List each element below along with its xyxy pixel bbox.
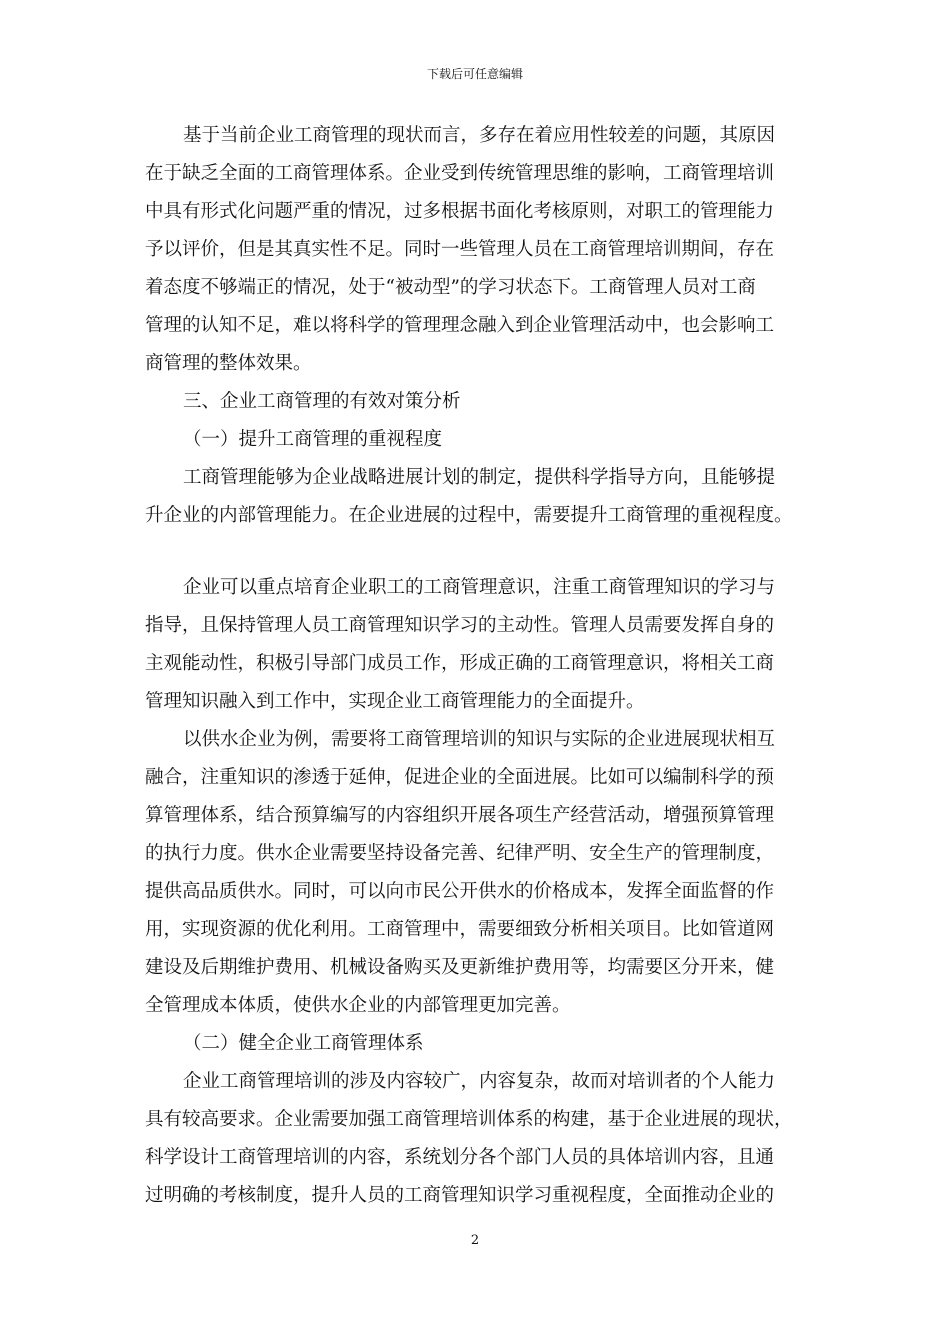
paragraph-2-line-2: 升企业的内部管理能力。在企业进展的过程中，需要提升工商管理的重视程度。 [145, 505, 793, 526]
subsection-heading-2: （二）健全企业工商管理体系 [183, 1033, 424, 1054]
subsection-heading-1: （一）提升工商管理的重视程度 [183, 429, 443, 450]
paragraph-1-line-2: 在于缺乏全面的工商管理体系。企业受到传统管理思维的影响，工商管理培训 [145, 163, 775, 184]
paragraph-3-line-2: 指导，且保持管理人员工商管理知识学习的主动性。管理人员需要发挥自身的 [145, 615, 775, 636]
paragraph-3-line-4: 管理知识融入到工作中，实现企业工商管理能力的全面提升。 [145, 691, 645, 712]
paragraph-1-line-3: 中具有形式化问题严重的情况，过多根据书面化考核原则，对职工的管理能力 [145, 201, 775, 222]
page-header-note: 下载后可任意编辑 [426, 67, 523, 81]
paragraph-1-line-6: 管理的认知不足，难以将科学的管理理念融入到企业管理活动中，也会影响工 [145, 315, 775, 336]
paragraph-1-line-7: 商管理的整体效果。 [145, 353, 312, 374]
paragraph-4-line-2: 融合，注重知识的渗透于延伸，促进企业的全面进展。比如可以编制科学的预 [145, 767, 775, 788]
paragraph-5-line-3: 科学设计工商管理培训的内容，系统划分各个部门人员的具体培训内容，且通 [145, 1147, 775, 1168]
paragraph-4-line-8: 全管理成本体质，使供水企业的内部管理更加完善。 [145, 995, 571, 1016]
paragraph-1-line-1: 基于当前企业工商管理的现状而言，多存在着应用性较差的问题，其原因 [183, 125, 776, 146]
paragraph-4-line-5: 提供高品质供水。同时，可以向市民公开供水的价格成本，发挥全面监督的作 [145, 881, 775, 902]
paragraph-4-line-7: 建设及后期维护费用、机械设备购买及更新维护费用等，均需要区分开来，健 [145, 957, 775, 978]
page-number: 2 [470, 1233, 480, 1248]
paragraph-1-line-4: 予以评价，但是其真实性不足。同时一些管理人员在工商管理培训期间，存在 [145, 239, 775, 260]
paragraph-4-line-3: 算管理体系，结合预算编写的内容组织开展各项生产经营活动，增强预算管理 [145, 805, 775, 826]
paragraph-5-line-1: 企业工商管理培训的涉及内容较广，内容复杂，故而对培训者的个人能力 [183, 1071, 776, 1092]
paragraph-4-line-4: 的执行力度。供水企业需要坚持设备完善、纪律严明、安全生产的管理制度， [145, 843, 775, 864]
paragraph-3-line-3: 主观能动性，积极引导部门成员工作，形成正确的工商管理意识，将相关工商 [145, 653, 775, 674]
paragraph-2-line-1: 工商管理能够为企业战略进展计划的制定，提供科学指导方向，且能够提 [183, 467, 776, 488]
section-heading-3: 三、企业工商管理的有效对策分析 [183, 391, 461, 412]
paragraph-5-line-4: 过明确的考核制度，提升人员的工商管理知识学习重视程度，全面推动企业的 [145, 1185, 775, 1206]
paragraph-5-line-2: 具有较高要求。企业需要加强工商管理培训体系的构建，基于企业进展的现状， [145, 1109, 793, 1130]
paragraph-4-line-1: 以供水企业为例，需要将工商管理培训的知识与实际的企业进展现状相互 [183, 729, 776, 750]
paragraph-1-line-5: 着态度不够端正的情况，处于“被动型”的学习状态下。工商管理人员对工商 [145, 277, 756, 298]
paragraph-3-line-1: 企业可以重点培育企业职工的工商管理意识，注重工商管理知识的学习与 [183, 577, 776, 598]
paragraph-4-line-6: 用，实现资源的优化利用。工商管理中，需要细致分析相关项目。比如管道网 [145, 919, 775, 940]
